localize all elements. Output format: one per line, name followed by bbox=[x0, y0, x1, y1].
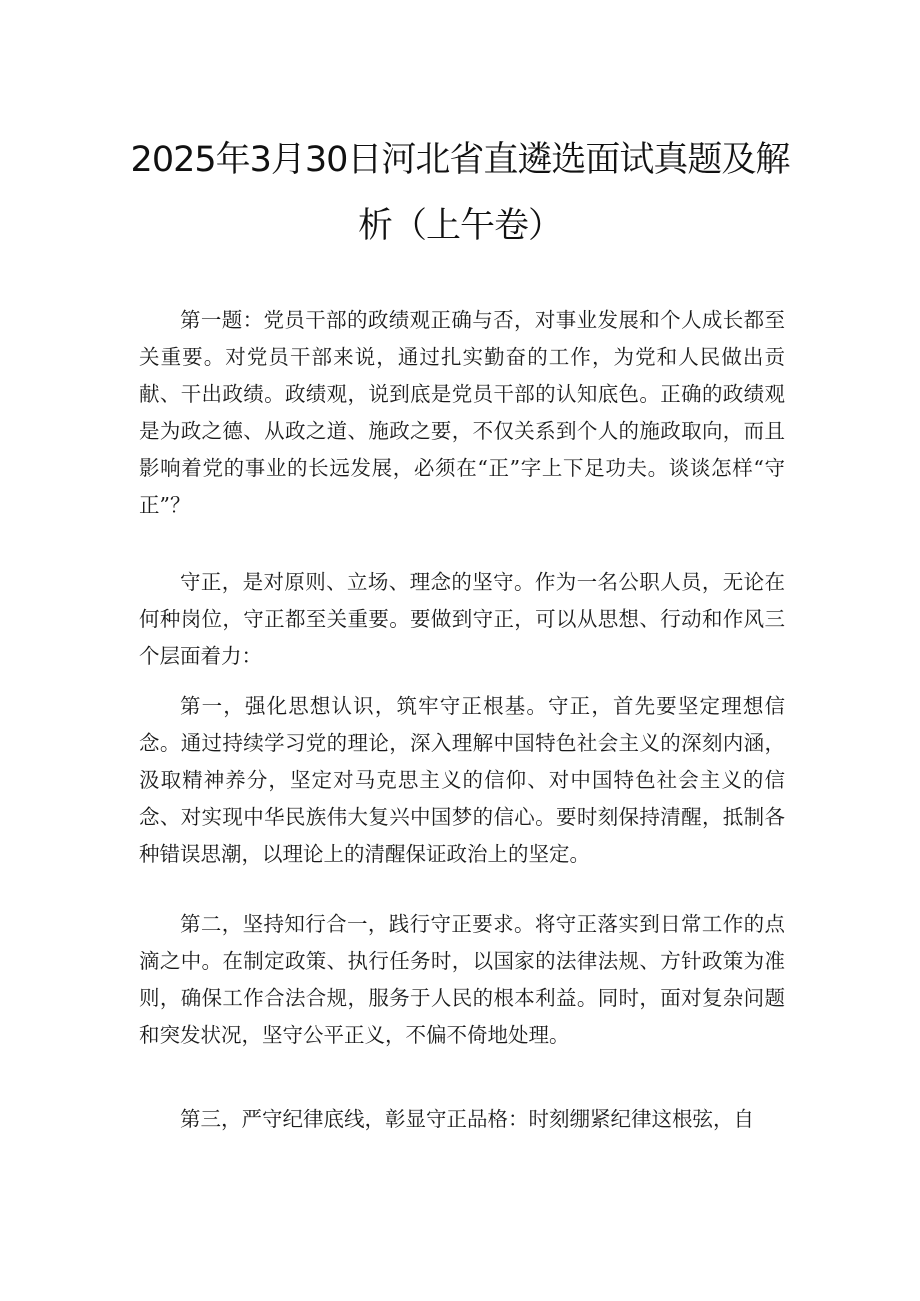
paragraph-point-1: 第一，强化思想认识，筑牢守正根基。守正，首先要坚定理想信念。通过持续学习党的理论，深入理解中国特色社会主义的深刻内涵，汲取精神养分，坚定对马克思主义的信仰、对中国特色社会主义的信念、对实现中华民族伟大复兴中国梦的信心。要时刻保持清醒，抵制各种错误思潮，以理论上的清醒保证政治上的坚定。 bbox=[139, 694, 785, 866]
paragraph-question-1: 第一题：党员干部的政绩观正确与否，对事业发展和个人成长都至关重要。对党员干部来说，通过扎实勤奋的工作，为党和人民做出贡献、干出政绩。政绩观，说到底是党员干部的认知底色。正确的政绩观是为政之德、从政之道、施政之要，不仅关系到个人的施政取向，而且影响着党的事业的长远发展，必须在“正”字上下足功夫。谈谈怎样“守正”？ bbox=[139, 308, 785, 517]
paragraph-point-3: 第三，严守纪律底线，彰显守正品格：时刻绷紧纪律这根弦，自 bbox=[180, 1107, 754, 1131]
paragraph-answer-intro: 守正，是对原则、立场、理念的坚守。作为一名公职人员，无论在何种岗位，守正都至关重要。要做到守正，可以从思想、行动和作风三个层面着力： bbox=[139, 570, 785, 668]
paragraph-point-2: 第二，坚持知行合一，践行守正要求。将守正落实到日常工作的点滴之中。在制定政策、执行任务时，以国家的法律法规、方针政策为准则，确保工作合法合规，服务于人民的根本利益。同时，面对复杂问题和突发状况，坚守公平正义，不偏不倚地处理。 bbox=[139, 912, 785, 1047]
document-title-line-2: 析（上午卷） bbox=[357, 206, 562, 246]
document-title-line-1: 2025年3月30日河北省直遴选面试真题及解 bbox=[130, 140, 790, 180]
